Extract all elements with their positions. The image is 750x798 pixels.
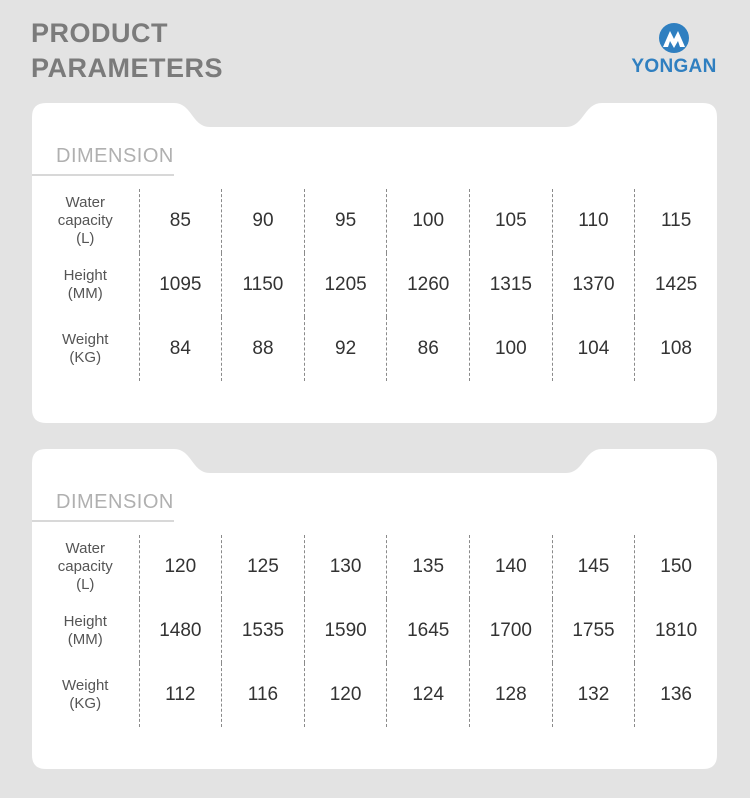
table-cell: 1150 xyxy=(222,253,305,317)
table-cell: 112 xyxy=(139,663,222,727)
yongan-logo-icon xyxy=(658,22,690,54)
table-cell: 136 xyxy=(635,663,717,727)
table-cell: 90 xyxy=(222,189,305,253)
dimension-table xyxy=(32,189,717,381)
row-label-water-capacity: Water capacity (L) xyxy=(57,194,113,247)
row-label-water-capacity: Water capacity (L) xyxy=(57,540,113,593)
table-cell: 1425 xyxy=(635,253,717,317)
table-cell: 116 xyxy=(222,663,305,727)
section-label: DIMENSION xyxy=(56,491,174,513)
table-cell: 1755 xyxy=(552,599,635,663)
table-cell: 105 xyxy=(470,189,553,253)
dimension-card-1 xyxy=(32,103,717,423)
table-cell: 100 xyxy=(470,317,553,381)
title-line-1: PRODUCT xyxy=(31,18,168,48)
table-cell: 135 xyxy=(387,535,470,599)
table-cell: 150 xyxy=(635,535,717,599)
dimension-card-2 xyxy=(32,449,717,769)
table-row xyxy=(32,317,717,381)
table-cell: 110 xyxy=(552,189,635,253)
section-label: DIMENSION xyxy=(56,145,174,167)
table-cell: 120 xyxy=(304,663,387,727)
table-cell: 140 xyxy=(470,535,553,599)
table-cell: 108 xyxy=(635,317,717,381)
table-cell: 88 xyxy=(222,317,305,381)
table-row xyxy=(32,663,717,727)
table-cell: 125 xyxy=(222,535,305,599)
table-cell: 1535 xyxy=(222,599,305,663)
table-cell: 1590 xyxy=(304,599,387,663)
page-title xyxy=(31,16,223,86)
table-cell: 124 xyxy=(387,663,470,727)
dimension-table xyxy=(32,535,717,727)
table-cell: 100 xyxy=(387,189,470,253)
table-cell: 128 xyxy=(470,663,553,727)
row-label-weight: Weight (KG) xyxy=(62,331,109,366)
table-cell: 132 xyxy=(552,663,635,727)
table-cell: 1315 xyxy=(470,253,553,317)
table-cell: 1260 xyxy=(387,253,470,317)
table-cell: 86 xyxy=(387,317,470,381)
section-underline xyxy=(32,174,174,176)
table-cell: 92 xyxy=(304,317,387,381)
table-cell: 1095 xyxy=(139,253,222,317)
table-cell: 85 xyxy=(139,189,222,253)
row-label-height: Height (MM) xyxy=(63,267,107,302)
table-cell: 115 xyxy=(635,189,717,253)
section-underline xyxy=(32,520,174,522)
table-cell: 1480 xyxy=(139,599,222,663)
table-cell: 130 xyxy=(304,535,387,599)
table-cell: 1205 xyxy=(304,253,387,317)
table-cell: 120 xyxy=(139,535,222,599)
title-line-2: PARAMETERS xyxy=(31,53,224,83)
table-row xyxy=(32,253,717,317)
table-cell: 95 xyxy=(304,189,387,253)
table-cell: 1370 xyxy=(552,253,635,317)
row-label-height: Height (MM) xyxy=(63,613,107,648)
table-cell: 1645 xyxy=(387,599,470,663)
table-cell: 1700 xyxy=(470,599,553,663)
table-row xyxy=(32,599,717,663)
row-label-weight: Weight (KG) xyxy=(62,677,109,712)
table-row xyxy=(32,535,717,599)
brand-logo xyxy=(628,22,720,78)
table-cell: 104 xyxy=(552,317,635,381)
table-cell: 1810 xyxy=(635,599,717,663)
table-row xyxy=(32,189,717,253)
brand-name: YONGAN xyxy=(631,56,717,77)
table-cell: 145 xyxy=(552,535,635,599)
table-cell: 84 xyxy=(139,317,222,381)
